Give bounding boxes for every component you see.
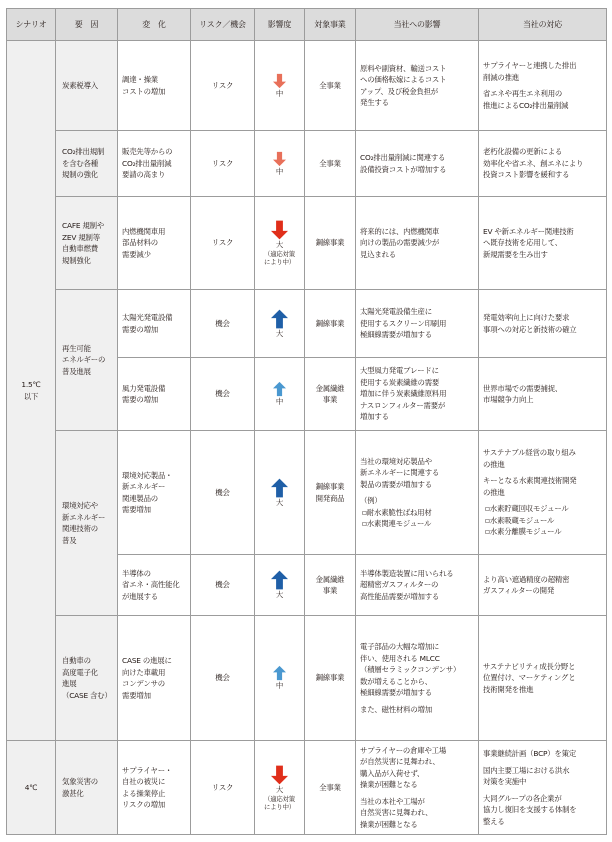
effect-text: 極細線需要が増加する — [360, 688, 432, 697]
effect-text: CO₂排出量削減に関連する — [360, 153, 446, 162]
business-label: 事業 — [322, 395, 338, 404]
header-row — [7, 9, 607, 41]
effect-text: 向けの製品の需要減少が — [360, 238, 440, 248]
change-text: 需要の増加 — [122, 395, 158, 404]
business-cell — [305, 431, 356, 555]
effect-text: （積層セラミックコンデンサ） — [360, 665, 461, 674]
down-arrow-icon — [271, 765, 288, 785]
impact-note: により中） — [264, 258, 295, 266]
climate-risk-table — [6, 8, 607, 835]
risk-opportunity-label: 機会 — [215, 318, 230, 328]
impact-cell — [255, 616, 305, 741]
business-label: 金属繊維 — [315, 383, 345, 393]
change-text: CASE の進展に — [122, 656, 172, 665]
factor-label: （CASE 含む） — [62, 690, 112, 700]
effect-text: 使用するスクリーン印刷用 — [360, 318, 447, 328]
response-text: 整える — [483, 816, 505, 826]
company-effect-cell — [356, 358, 479, 431]
change-text: 自社の被災に — [122, 777, 166, 786]
impact-indicator — [255, 73, 304, 99]
factor-label: 再生可能 — [62, 343, 91, 353]
effect-text: 大型風力発電ブレードに — [360, 366, 439, 376]
impact-level: 大 — [275, 590, 284, 599]
company-effect-cell — [356, 290, 479, 358]
company-response-cell — [479, 131, 607, 197]
factor-cell — [56, 197, 118, 290]
impact-cell — [255, 197, 305, 290]
response-text: 推進によるCO₂排出量削減 — [483, 100, 569, 110]
change-text: 調達・操業 — [122, 75, 158, 84]
impact-indicator — [255, 570, 304, 600]
risk-opportunity-label: リスク — [211, 782, 234, 792]
response-text: より高い遮過精度の超精密 — [483, 574, 570, 584]
effect-text: への価格転嫁によるコスト — [360, 75, 447, 84]
impact-cell — [255, 41, 305, 131]
scenario-label: 1.5℃ — [21, 380, 41, 389]
response-text: サステナビリティ成長分野と — [483, 661, 576, 671]
up-arrow-icon — [271, 570, 288, 590]
header-change: 変 化 — [118, 9, 191, 41]
business-label: 全事業 — [319, 158, 341, 168]
impact-cell — [255, 290, 305, 358]
effect-text: （例） — [360, 496, 382, 505]
risk-opportunity-cell — [191, 555, 255, 616]
business-cell — [305, 290, 356, 358]
factor-label: 炭素税導入 — [62, 80, 98, 90]
impact-level: 中 — [275, 88, 284, 98]
impact-indicator — [255, 220, 304, 266]
business-label: 金属繊維 — [315, 574, 345, 584]
effect-text: 設備投資コストが増加する — [360, 164, 447, 174]
change-cell — [118, 431, 191, 555]
response-text: 事業継続計画（BCP）を策定 — [483, 749, 577, 758]
impact-indicator — [255, 151, 304, 177]
impact-level: 大 — [275, 240, 284, 249]
risk-opportunity-cell — [191, 358, 255, 431]
business-cell — [305, 358, 356, 431]
effect-text: 高性能品需要が増加する — [360, 591, 440, 601]
response-text: ▫水素貯蔵回収モジュール — [485, 504, 569, 514]
response-text: 投資コスト影響を緩和する — [483, 170, 570, 180]
response-text: サプライヤーと連携した排出 — [483, 61, 577, 70]
change-text: 需要の増加 — [122, 324, 158, 334]
response-text: 発電効率向上に向けた要求 — [483, 313, 570, 322]
effect-text: 操業が困難となる — [360, 780, 418, 790]
down-arrow-icon — [271, 220, 288, 240]
factor-label: 普及進展 — [62, 366, 91, 376]
risk-opportunity-cell — [191, 290, 255, 358]
scenario-cell-1-5c — [7, 41, 56, 741]
factor-cell — [56, 41, 118, 131]
risk-opportunity-label: 機会 — [215, 487, 230, 497]
factor-label: 進展 — [62, 679, 77, 688]
response-text: 世界市場での需要捕捉、 — [483, 383, 563, 393]
company-response-cell — [479, 41, 607, 131]
company-response-cell — [479, 555, 607, 616]
change-text: 関連製品の — [122, 493, 158, 503]
risk-opportunity-label: リスク — [211, 158, 234, 168]
factor-label: 規制の強化 — [62, 170, 98, 180]
impact-indicator — [255, 381, 304, 407]
scenario-label: 4℃ — [24, 782, 38, 792]
factor-label: 気象災害の — [62, 777, 98, 786]
business-cell — [305, 616, 356, 741]
up-arrow-icon — [273, 381, 286, 397]
effect-text: アップ、及び税金負担が — [360, 86, 438, 96]
risk-opportunity-label: 機会 — [215, 673, 230, 683]
change-text: 需要増加 — [122, 690, 151, 700]
change-cell — [118, 358, 191, 431]
header-scenario: シナリオ — [7, 9, 56, 41]
response-text: 事項への対応と新技術の確立 — [483, 324, 577, 334]
factor-label: 高度電子化 — [62, 667, 98, 677]
company-effect-cell — [356, 555, 479, 616]
effect-text: 半導体製造装置に用いられる — [360, 568, 454, 578]
effect-text: ナスロンフィルター需要が — [360, 400, 446, 410]
response-text: 削減の推進 — [483, 72, 519, 82]
change-text: リスクの増加 — [122, 800, 165, 809]
business-cell — [305, 555, 356, 616]
response-text: 国内主要工場における洪水 — [483, 765, 570, 775]
change-text: 需要増加 — [122, 505, 151, 514]
impact-cell — [255, 131, 305, 197]
effect-text: 超精密ガスフィルターの — [360, 580, 439, 590]
company-response-cell — [479, 741, 607, 835]
response-text: サステナブル経営の取り組み — [483, 448, 576, 458]
factor-label: 自動車の — [62, 656, 91, 665]
impact-cell — [255, 431, 305, 555]
impact-indicator — [255, 665, 304, 691]
company-effect-cell — [356, 197, 479, 290]
response-text: 新規需要を生み出す — [483, 249, 548, 259]
factor-label: エネルギーの — [62, 355, 106, 365]
effect-text: 原料や副資材、輸送コスト — [360, 63, 447, 73]
header-impact: 影響度 — [255, 9, 305, 41]
change-cell — [118, 616, 191, 741]
effect-text: ▫水素関連モジュール — [362, 519, 432, 528]
effect-text: 将来的には、内燃機関車 — [360, 226, 440, 236]
change-text: CO₂排出量削減 — [122, 158, 172, 168]
table-row — [7, 616, 607, 741]
change-cell — [118, 741, 191, 835]
response-text: 効率化や省エネ、創エネにより — [483, 158, 584, 168]
business-label: 全事業 — [319, 80, 341, 90]
factor-cell — [56, 290, 118, 431]
response-text: キーとなる水素関連技術開発 — [483, 476, 577, 486]
impact-note: （適応対策 — [264, 250, 295, 258]
change-cell — [118, 41, 191, 131]
change-text: 需要減少 — [122, 249, 151, 259]
factor-cell — [56, 431, 118, 616]
effect-text: 使用する炭素繊維の需要 — [360, 377, 440, 387]
effect-text: 操業が困難となる — [360, 819, 418, 829]
company-effect-cell — [356, 431, 479, 555]
header-business: 対象事業 — [305, 9, 356, 41]
effect-text: サプライヤーの倉庫や工場 — [360, 745, 447, 755]
header-factor: 要 因 — [56, 9, 118, 41]
table-row — [7, 741, 607, 835]
business-label: 事業 — [322, 586, 338, 595]
business-label: 鋼線事業 — [315, 482, 345, 491]
company-response-cell — [479, 431, 607, 555]
effect-text: ▫耐水素脆性ばね用材 — [362, 507, 432, 517]
response-text: 大同グループの各企業が — [483, 793, 562, 803]
response-text: ▫水素分離膜モジュール — [485, 527, 562, 537]
company-response-cell — [479, 290, 607, 358]
impact-level: 大 — [275, 497, 284, 507]
effect-text: 電子部品の大幅な増加に — [360, 642, 440, 651]
response-text: の推進 — [483, 459, 505, 469]
response-text: へ既存技術を応用して、 — [483, 238, 562, 248]
effect-text: 購入品が入荷せず、 — [360, 768, 425, 778]
factor-label: 激甚化 — [62, 788, 84, 798]
scenario-cell-4c — [7, 741, 56, 835]
factor-label: 普及 — [62, 535, 77, 545]
change-text: 風力発電設備 — [122, 383, 166, 393]
business-label: 鋼線事業 — [315, 238, 345, 248]
factor-cell — [56, 741, 118, 835]
factor-label: ZEV 規制等 — [62, 232, 100, 242]
response-text: 技術開発を推進 — [483, 684, 534, 694]
effect-text: 自然災害に見舞われ、 — [360, 808, 433, 818]
change-text: コンデンサの — [122, 679, 165, 688]
effect-text: 当社の本社や工場が — [360, 796, 425, 806]
factor-label: 規制強化 — [62, 255, 91, 265]
response-text: の推進 — [483, 487, 505, 497]
factor-label: を含む各種 — [62, 158, 98, 168]
impact-level: 中 — [275, 397, 284, 406]
change-text: よる操業停止 — [122, 788, 166, 798]
effect-text: また、磁性材料の増加 — [360, 704, 432, 714]
business-cell — [305, 41, 356, 131]
effect-text: 製品の需要が増加する — [360, 479, 432, 489]
table-body — [7, 41, 607, 835]
response-text: 位置付け、マーケティングと — [483, 673, 576, 683]
impact-level: 中 — [275, 681, 284, 690]
response-text: 対策を実施中 — [483, 777, 527, 786]
effect-text: 発生する — [360, 98, 389, 107]
response-text: EV や新エネルギー関連技術 — [483, 226, 574, 236]
company-effect-cell — [356, 741, 479, 835]
change-text: コストの増加 — [122, 86, 166, 96]
effect-text: が自然災害に見舞われ、 — [360, 757, 440, 767]
business-cell — [305, 741, 356, 835]
effect-text: 見込まれる — [360, 249, 396, 259]
change-text: 半導体の — [122, 568, 151, 578]
change-text: 環境対応製品・ — [122, 470, 173, 480]
up-arrow-icon — [271, 478, 288, 498]
impact-indicator — [255, 478, 304, 508]
effect-text: 増加に伴う炭素繊維原料用 — [360, 389, 447, 399]
effect-text: 太陽光発電設備生産に — [360, 307, 432, 317]
down-arrow-icon — [273, 151, 286, 167]
effect-text: 極細線需要が増加する — [360, 330, 432, 340]
up-arrow-icon — [273, 665, 286, 681]
factor-label: CAFE 規制や — [62, 221, 105, 230]
factor-label: 自動車燃費 — [62, 244, 98, 253]
business-cell — [305, 197, 356, 290]
effect-text: 新エネルギーに関連する — [360, 468, 440, 477]
up-arrow-icon — [271, 309, 288, 329]
factor-label: 環境対応や — [62, 501, 98, 510]
header-company-response: 当社の対応 — [479, 9, 607, 41]
change-text: サプライヤー・ — [122, 765, 173, 775]
company-effect-cell — [356, 131, 479, 197]
factor-cell — [56, 131, 118, 197]
business-label: 開発商品 — [315, 493, 345, 503]
risk-opportunity-cell — [191, 616, 255, 741]
effect-text: 増加する — [360, 412, 389, 422]
risk-opportunity-cell — [191, 41, 255, 131]
business-label: 鋼線事業 — [315, 318, 345, 328]
change-text: 省エネ・高性能化 — [122, 580, 180, 590]
impact-level: 中 — [275, 166, 284, 176]
risk-opportunity-cell — [191, 131, 255, 197]
risk-opportunity-cell — [191, 431, 255, 555]
table-row — [7, 131, 607, 197]
change-cell — [118, 555, 191, 616]
company-response-cell — [479, 197, 607, 290]
impact-cell — [255, 358, 305, 431]
change-cell — [118, 290, 191, 358]
impact-level: 大 — [275, 328, 284, 338]
response-text: 市場競争力向上 — [483, 395, 534, 404]
impact-note: により中） — [264, 802, 295, 811]
risk-opportunity-label: リスク — [211, 238, 234, 248]
change-cell — [118, 131, 191, 197]
impact-indicator — [255, 765, 304, 811]
factor-label: 新エネルギー — [62, 512, 106, 522]
response-text: 協力し復旧を支援する体制を — [483, 805, 577, 814]
response-text: ガスフィルターの開発 — [483, 586, 555, 595]
risk-opportunity-label: リスク — [211, 80, 234, 90]
company-response-cell — [479, 616, 607, 741]
impact-cell — [255, 741, 305, 835]
change-text: 新エネルギー — [122, 482, 166, 491]
change-text: 要請の高まり — [122, 170, 166, 180]
impact-cell — [255, 555, 305, 616]
table-row — [7, 431, 607, 555]
company-effect-cell — [356, 616, 479, 741]
response-text: ▫水素吸蔵モジュール — [485, 515, 555, 525]
change-text: 向けた車載用 — [122, 667, 166, 677]
company-response-cell — [479, 358, 607, 431]
change-text: 内燃機関車用 — [122, 226, 166, 236]
impact-level: 大 — [275, 784, 284, 794]
risk-opportunity-label: 機会 — [215, 580, 230, 590]
change-text: 部品材料の — [122, 238, 158, 248]
impact-indicator — [255, 309, 304, 339]
table-row — [7, 41, 607, 131]
header-risk-opportunity: リスク／機会 — [191, 9, 255, 41]
table-row — [7, 197, 607, 290]
impact-note: （適応対策 — [264, 794, 295, 803]
factor-cell — [56, 616, 118, 741]
change-text: 販売先等からの — [122, 147, 173, 157]
change-cell — [118, 197, 191, 290]
effect-text: 伴い、使用される MLCC — [360, 653, 440, 663]
table-row — [7, 290, 607, 358]
response-text: 省エネや再生エネ利用の — [483, 89, 563, 98]
down-arrow-icon — [273, 73, 286, 89]
change-text: が進展する — [122, 591, 158, 601]
response-text: 老朽化設備の更新による — [483, 147, 563, 157]
factor-label: CO₂排出規制 — [62, 147, 105, 157]
change-text: 太陽光発電設備 — [122, 313, 173, 322]
business-label: 鋼線事業 — [315, 673, 345, 683]
factor-label: 関連技術の — [62, 524, 98, 533]
risk-opportunity-label: 機会 — [215, 389, 230, 399]
company-effect-cell — [356, 41, 479, 131]
effect-text: 数が増えることから、 — [360, 676, 432, 686]
header-company-effect: 当社への影響 — [356, 9, 479, 41]
risk-opportunity-cell — [191, 197, 255, 290]
business-cell — [305, 131, 356, 197]
effect-text: 当社の環境対応製品や — [360, 456, 432, 466]
scenario-label: 以下 — [23, 391, 39, 401]
business-label: 全事業 — [319, 782, 341, 792]
risk-opportunity-cell — [191, 741, 255, 835]
